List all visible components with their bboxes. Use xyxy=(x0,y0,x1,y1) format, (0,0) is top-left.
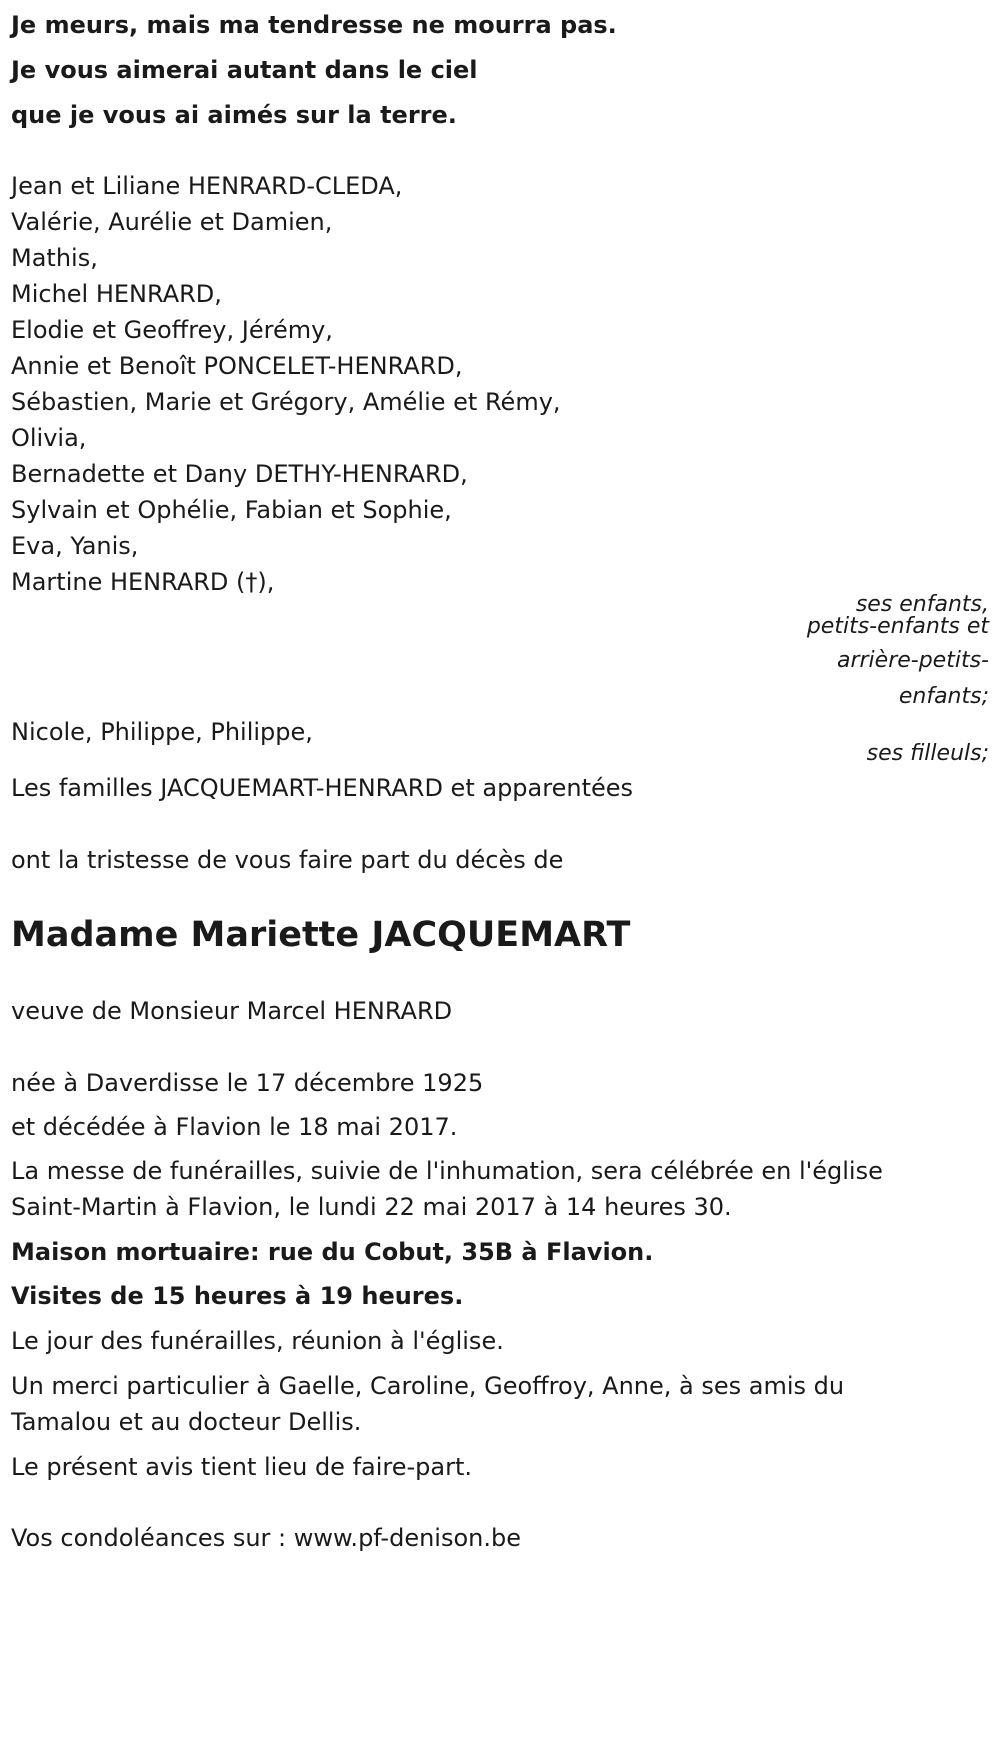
family-line: Valérie, Aurélie et Damien, xyxy=(11,208,333,236)
death-line: et décédée à Flavion le 18 mai 2017. xyxy=(11,1113,458,1141)
family-line: Mathis, xyxy=(11,244,98,272)
visits-line: Visites de 15 heures à 19 heures. xyxy=(11,1282,464,1310)
family-line: Martine HENRARD (†), xyxy=(11,568,275,596)
family-line: Olivia, xyxy=(11,424,87,452)
family-line: Annie et Benoît PONCELET-HENRARD, xyxy=(11,352,463,380)
families-line: Les familles JACQUEMART-HENRARD et apparentées xyxy=(11,774,634,802)
deceased-name: Madame Mariette JACQUEMART xyxy=(11,915,631,955)
godchildren-line: Nicole, Philippe, Philippe, xyxy=(11,718,313,746)
announcement-line: ont la tristesse de vous faire part du décès de xyxy=(11,846,564,874)
funeral-line: Saint-Martin à Flavion, le lundi 22 mai 2017 à 14 heures 30. xyxy=(11,1193,732,1221)
poem-line: que je vous ai aimés sur la terre. xyxy=(11,101,457,129)
family-line: Bernadette et Dany DETHY-HENRARD, xyxy=(11,460,468,488)
family-role: petits-enfants et xyxy=(806,614,989,639)
meeting-line: Le jour des funérailles, réunion à l'église. xyxy=(11,1327,504,1355)
poem-line: Je vous aimerai autant dans le ciel xyxy=(11,56,478,84)
poem-line: Je meurs, mais ma tendresse ne mourra pas. xyxy=(11,11,617,39)
family-role: arrière-petits- xyxy=(836,648,989,673)
family-line: Sébastien, Marie et Grégory, Amélie et Rémy, xyxy=(11,388,561,416)
condolences-line: Vos condoléances sur : www.pf-denison.be xyxy=(11,1524,521,1552)
thanks-line: Tamalou et au docteur Dellis. xyxy=(11,1408,362,1436)
godchildren-role: ses filleuls; xyxy=(866,741,989,766)
thanks-line: Un merci particulier à Gaelle, Caroline, Geoffroy, Anne, à ses amis du xyxy=(11,1372,845,1400)
funeral-line: La messe de funérailles, suivie de l'inhumation, sera célébrée en l'église xyxy=(11,1157,883,1185)
family-line: Jean et Liliane HENRARD-CLEDA, xyxy=(11,172,403,200)
family-line: Michel HENRARD, xyxy=(11,280,222,308)
mortuary-line: Maison mortuaire: rue du Cobut, 35B à Flavion. xyxy=(11,1238,654,1266)
birth-line: née à Daverdisse le 17 décembre 1925 xyxy=(11,1069,484,1097)
family-line: Elodie et Geoffrey, Jérémy, xyxy=(11,316,333,344)
widow-line: veuve de Monsieur Marcel HENRARD xyxy=(11,997,453,1025)
notice-line: Le présent avis tient lieu de faire-part. xyxy=(11,1453,473,1481)
family-line: Sylvain et Ophélie, Fabian et Sophie, xyxy=(11,496,452,524)
family-role: enfants; xyxy=(898,684,989,709)
family-role: ses enfants, xyxy=(855,592,989,617)
family-line: Eva, Yanis, xyxy=(11,532,139,560)
